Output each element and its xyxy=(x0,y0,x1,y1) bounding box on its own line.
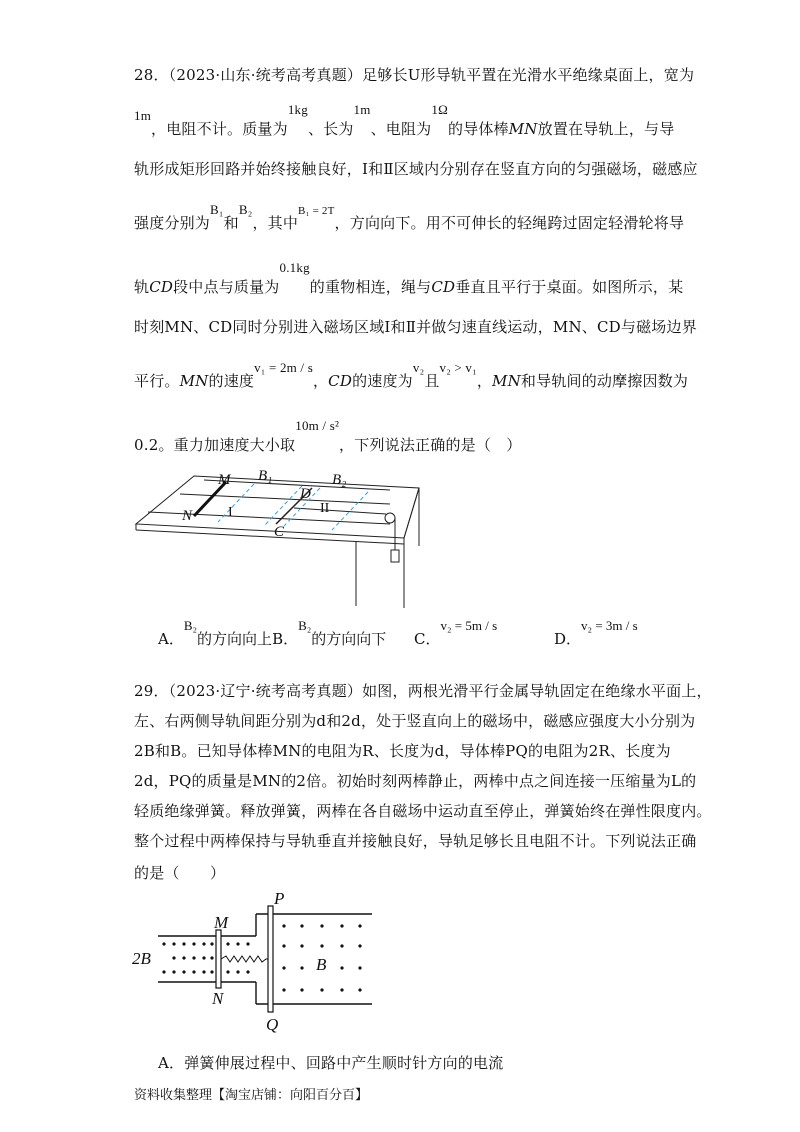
text: A． xyxy=(158,630,184,648)
label-q: Q xyxy=(266,1015,279,1034)
label-b: B xyxy=(316,955,327,974)
text: 0.2。重力加速度大小取 xyxy=(134,436,296,454)
text: C． xyxy=(414,630,441,648)
q28-figure xyxy=(134,466,434,612)
text: 、长为 xyxy=(307,120,354,138)
text-mn: MN xyxy=(508,120,538,138)
formula-b2: B₂ xyxy=(298,618,312,633)
text: 的导体棒 xyxy=(447,120,509,138)
formula-v2-3: v₂ = 3m / s xyxy=(581,618,638,633)
formula-width: 1m xyxy=(134,108,152,123)
q28-line-2 xyxy=(134,102,675,139)
text: 的速度 xyxy=(208,372,255,390)
formula-v1: v₁ = 2m / s xyxy=(254,360,313,375)
label-c: C xyxy=(274,524,285,540)
q28-line-6: 时刻MN、CD同时分别进入磁场区域Ⅰ和Ⅱ并做匀速直线运动，MN、CD与磁场边界 xyxy=(134,318,697,336)
text: 且 xyxy=(424,372,440,390)
formula-b2: B₂ xyxy=(238,202,253,217)
text-mn: MN xyxy=(492,372,521,390)
text: 平行。 xyxy=(134,372,180,390)
formula-v2-gt-v1: v₂ > v₁ xyxy=(439,360,477,375)
q29-figure xyxy=(130,890,380,1040)
text: D． xyxy=(554,630,582,648)
text: ，下列说法正确的是（ ） xyxy=(339,436,522,454)
label-m: M xyxy=(214,913,229,932)
label-b1: B₁ xyxy=(258,468,273,484)
text: 强度分别为 xyxy=(134,214,211,232)
q29-line-6: 整个过程中两棒保持与导轨垂直并接触良好，导轨足够长且电阻不计。下列说法正确 xyxy=(134,832,697,850)
q29-line-7: 的是（ ） xyxy=(134,864,226,882)
formula-b1: B₁ xyxy=(210,202,224,217)
label-region-1: I xyxy=(228,505,233,520)
q29-line-2: 左、右两侧导轨间距分别为d和2d，处于竖直向上的磁场中，磁感应强度大小分别为 xyxy=(134,712,696,730)
formula-b1-value: B₁ = 2T xyxy=(298,205,335,217)
formula-v2: v₂ xyxy=(412,360,425,375)
q28-line-7 xyxy=(134,360,689,391)
q29-line-4: 2d，PQ的质量是MN的2倍。初始时刻两棒静止，两棒中点之间连接一压缩量为L的 xyxy=(134,772,697,790)
formula-resistance: 1Ω xyxy=(431,102,448,117)
text: 的方向向下 xyxy=(311,630,387,648)
formula-gravity: 10m / s² xyxy=(295,418,340,433)
label-n: N xyxy=(182,508,193,524)
text: 放置在导轨上，与导 xyxy=(537,120,675,138)
text: ，其中 xyxy=(252,214,299,232)
label-m: M xyxy=(218,472,231,488)
label-region-2: II xyxy=(320,501,330,516)
q29-option-a[interactable]: A．弹簧伸展过程中、回路中产生顺时针方向的电流 xyxy=(158,1054,504,1072)
q28-option-d[interactable] xyxy=(554,618,638,649)
label-d: D xyxy=(300,486,311,502)
text: 、电阻为 xyxy=(370,120,432,138)
text-cd: CD xyxy=(431,278,456,296)
text: 的方向向上 xyxy=(197,630,273,648)
q29-line-5: 轻质绝缘弹簧。释放弹簧，两棒在各自磁场中运动直至停止，弹簧始终在弹性限度内。 xyxy=(134,802,712,820)
q28-line-5 xyxy=(134,260,684,297)
text: 的速度为 xyxy=(352,372,413,390)
text: ，电阻不计。质量为 xyxy=(151,120,288,138)
text: ， xyxy=(312,372,329,390)
q28-line-3: 轨形成矩形回路并始终接触良好，Ⅰ和Ⅱ区域内分别存在竖直方向的匀强磁场，磁感应 xyxy=(134,160,698,178)
formula-v2-5: v₂ = 5m / s xyxy=(440,618,498,633)
text-mn: MN xyxy=(179,372,209,390)
formula-mass: 1kg xyxy=(287,102,308,117)
text-cd: CD xyxy=(328,372,353,390)
q28-option-a[interactable] xyxy=(158,618,387,649)
q29-line-1: 29．（2023·辽宁·统考高考真题）如图，两根光滑平行金属导轨固定在绝缘水平面上， xyxy=(134,682,712,700)
text: 垂直且平行于桌面。如图所示，某 xyxy=(455,278,684,296)
text: 和导轨间的动摩擦因数为 xyxy=(520,372,689,390)
text: 轨 xyxy=(134,278,150,296)
text: 和 xyxy=(223,214,239,232)
q28-line-1: 28．（2023·山东·统考高考真题）足够长U形导轨平置在光滑水平绝缘桌面上，宽为 xyxy=(134,66,695,84)
text: ，方向向下。用不可伸长的轻绳跨过固定轻滑轮将导 xyxy=(334,214,685,232)
footer-source: 资料收集整理【淘宝店铺：向阳百分百】 xyxy=(134,1088,369,1103)
formula-b2: B₂ xyxy=(183,618,198,633)
q29-line-3: 2B和B。已知导体棒MN的电阻为R、长度为d，导体棒PQ的电阻为2R、长度为 xyxy=(134,742,671,760)
label-2b: 2B xyxy=(132,949,151,968)
text-cd: CD xyxy=(149,278,174,296)
q28-option-c[interactable] xyxy=(414,618,498,649)
label-b2: B₂ xyxy=(332,472,347,488)
q28-line-8 xyxy=(134,418,522,455)
text: 段中点与质量为 xyxy=(173,278,280,296)
formula-length: 1m xyxy=(353,102,371,117)
formula-weight-mass: 0.1kg xyxy=(279,260,310,275)
label-p: P xyxy=(274,890,285,908)
text: 的重物相连，绳与 xyxy=(309,278,432,296)
q28-line-4 xyxy=(134,202,685,233)
text: B． xyxy=(272,630,299,648)
label-n: N xyxy=(212,989,224,1008)
text: ， xyxy=(476,372,493,390)
